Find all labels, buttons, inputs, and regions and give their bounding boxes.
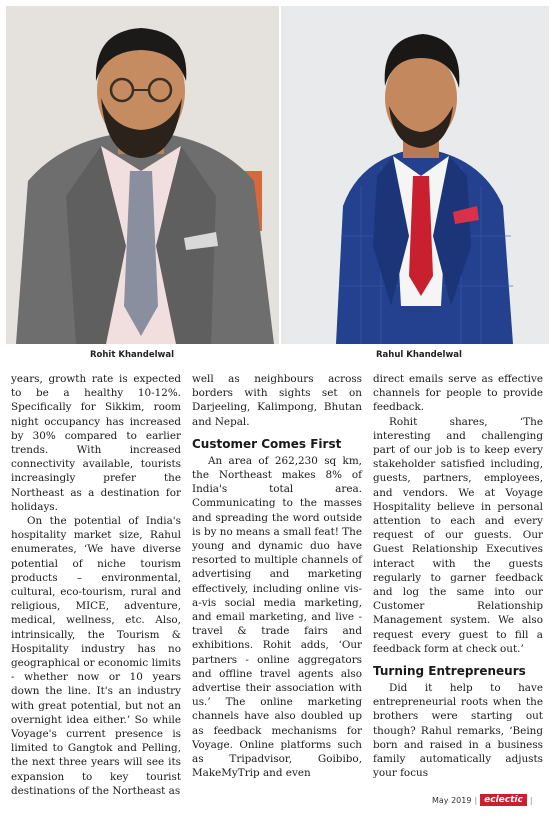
photo-strip: [6, 6, 549, 344]
photo-caption-right: Rahul Khandelwal: [376, 350, 462, 360]
column2-paragraph-2: An area of 262,230 sq km, the Northeast makes 8% of India's total area. Communicating to the masses and spreading the word outside is by no means a small feat! The young and dynamic duo have resorted to multiple channels of advertising and marketing effectively, including online vis-a-vis social media marketing, and email marketing, and live - travel & trade fairs and exhibitions. Rohit adds, ‘Our partners - online aggregators and offline travel agents also advertise their association with us.’ The online marketing channels have also doubled up as feedback mechanisms for Voyage. Online platforms such as Tripadvisor, Goibibo, MakeMyTrip and even: [192, 454, 362, 780]
column2-paragraph-1: well as neighbours across borders with sights set on Darjeeling, Kalimpong, Bhutan and Nepal.: [192, 373, 362, 428]
page-footer: [432, 794, 533, 806]
column3-paragraph-1: direct emails serve as effective channels for people to provide feedback.: [373, 373, 543, 414]
footer-date: May 2019: [432, 795, 472, 805]
footer-separator: |: [474, 795, 478, 805]
column3-paragraph-3: Did it help to have entrepreneurial roots when the brothers were starting out though? Rahul remarks, ‘Being born and raised in a business family automatically adjusts your focus: [373, 682, 543, 780]
portrait-illustration-right: [281, 6, 549, 344]
article-column-3: [373, 372, 543, 780]
article-column-2: [192, 372, 362, 780]
section-heading-turning-entrepreneurs: Turning Entrepreneurs: [373, 664, 526, 679]
portrait-illustration-left: [6, 6, 279, 344]
article-column-1: [11, 372, 181, 798]
section-heading-customer-comes-first: Customer Comes First: [192, 436, 342, 451]
column1-paragraph-1: years, growth rate is expected to be a healthy 10-12%. Specifically for Sikkim, room night occupancy has increased by 30% compared to earlier trends. With increased connectivity available, tourists increasingly prefer the Northeast as a destination for holidays.: [11, 373, 181, 513]
footer-separator-end: |: [529, 795, 533, 805]
column1-paragraph-2: On the potential of India's hospitality market size, Rahul enumerates, ‘We have diverse potential of niche tourism products – environmental, cultural, eco-tourism, rural and religious, MICE, adventure, medical, wellness, etc. Also, intrinsically, the Tourism & Hospitality industry has no geographical or economic limits - whether now or 10 years down the line. It's an industry with great potential, but not an overnight idea either.’ So while Voyage's current presence is limited to Gangtok and Pelling, the next three years will see its expansion to key tourist destinations of the Northeast as: [11, 515, 181, 797]
photo-rahul-khandelwal: [281, 6, 549, 344]
photo-rohit-khandelwal: [6, 6, 279, 344]
brand-logo: eclectic: [480, 794, 527, 806]
column3-paragraph-2: Rohit shares, ‘The interesting and challenging part of our job is to keep every stakeholder satisfied including, guests, partners, employees, and vendors. We at Voyage Hospitality believe in personal attention to each and every request of our guests. Our Guest Relationship Executives interact with the guests regularly to garner feedback and log the same into our Customer Relationship Management system. We also request every guest to fill a feedback form at check out.’: [373, 415, 543, 655]
photo-caption-left: Rohit Khandelwal: [90, 350, 175, 360]
